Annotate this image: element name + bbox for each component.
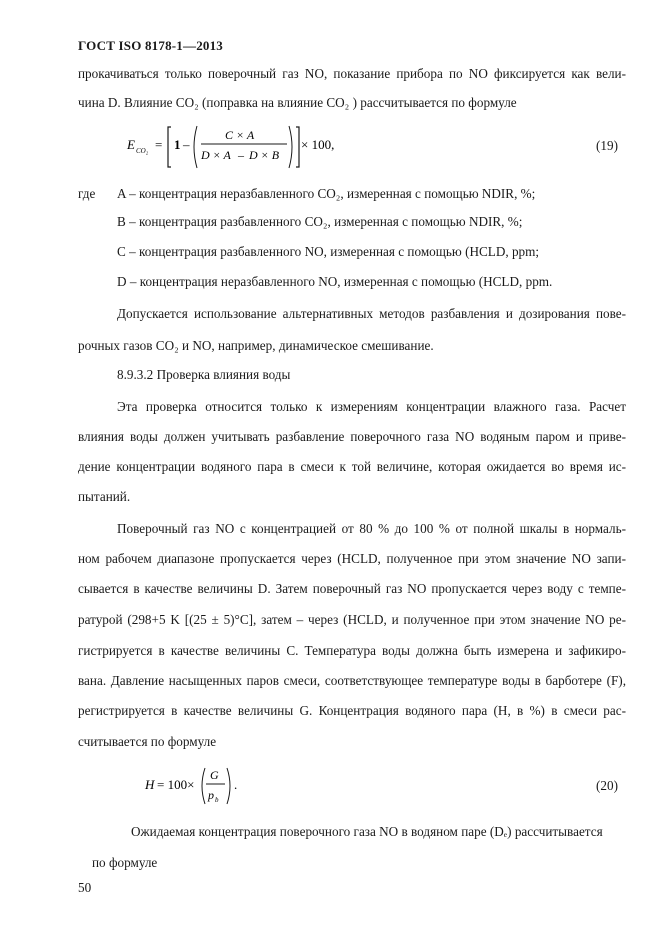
text-line: сывается в качестве величины D. Затем поверочный газ NO пропускается через воду с темпе- [78,581,626,596]
definition-B: B – концентрация разбавленного CO₂, измеренная с помощью NDIR, %; [117,214,523,229]
formula-19-lhs: E [127,137,135,152]
formula-20-tail: . [234,777,238,792]
left-bracket [168,127,171,167]
formula-19-minus: – [183,137,190,152]
left-paren [202,768,205,804]
formula-19-graphic [125,122,365,172]
text-line: регистрируется в качестве величины G. Концентрация водяного пара (H, в %) в смеси рас- [78,703,626,718]
where-label: где [78,186,96,201]
text-line: гистрируется в качестве величины C. Температура воды должна быть измерена и зафикиро- [78,643,626,658]
formula-19-eq: = [155,137,163,152]
text-line: ном рабочем диапазоне пропускается через (HCLD, полученное при этом значение NO запи- [78,551,626,566]
equation-number-20: (20) [596,778,618,793]
formula-20-denominator-sub: b [215,796,219,804]
left-paren [194,126,197,168]
formula-19-times100: × 100, [301,137,335,152]
formula-19-one: 1 [174,137,181,152]
right-paren [289,126,292,168]
text-line: влияния воды должен учитывать разбавление поверочного газа NO водяным паром и приве- [78,429,626,444]
definition-D: D – концентрация неразбавленного NO, измеренная с помощью (HCLD, ppm. [117,274,553,289]
formula-20-denominator: p [208,788,214,802]
equation-number-19: (19) [596,138,618,153]
formula-20-numerator: G [210,768,219,782]
formula-20-eq: = 100× [157,777,195,792]
formula-19-denominator-right: D × B [249,148,280,162]
formula-19-numerator: C × A [225,128,255,142]
text-line: пытаний. [78,489,131,504]
text-line-content: чина D. Влияние CO₂ (поправка на влияние CO₂ ) рассчитывается по формуле [78,95,517,110]
text-line: Ожидаемая концентрация поверочного газа NO в водяном паре (Dₑ) рассчитывается [131,824,603,839]
text-line: считывается по формуле [78,734,217,749]
text-line: Допускается использование альтернативных методов разбавления и дозирования пове- [117,306,626,321]
text-line: прокачиваться только поверочный газ NO, показание прибора по NO фиксируется как вели- [78,66,626,81]
section-heading: 8.9.3.2 Проверка влияния воды [117,367,291,382]
formula-20-lhs: H [145,777,155,792]
definition-A: A – концентрация неразбавленного CO₂, измеренная с помощью NDIR, %; [117,186,536,201]
text-line: Эта проверка относится только к измерениям концентрации влажного газа. Расчет [117,399,626,414]
text-line: Поверочный газ NO с концентрацией от 80 % до 100 % от полной шкалы в нормаль- [117,521,626,536]
text-line: по формуле [92,855,158,870]
definition-C: C – концентрация разбавленного NO, измеренная с помощью (HCLD, ppm; [117,244,540,259]
text-line: ратурой (298+5 K [(25 ± 5)°C], затем – через (HCLD, и полученное при этом значение NO ре- [78,612,626,627]
standard-header: ГОСТ ISO 8178-1—2013 [78,38,224,53]
right-bracket [296,127,299,167]
right-paren [227,768,230,804]
formula-20 [143,762,283,810]
formula-20-graphic [143,762,283,810]
text-line: дение концентрации водяного пара в смеси к той величине, которая ожидается во время ис- [78,459,626,474]
text-line [78,95,517,111]
formula-19-lhs-sub: CO₂ [136,147,149,155]
formula-19 [125,122,365,172]
text-line: вана. Давление насыщенных паров смеси, соответствующее температуре воды в барботере (F), [78,673,626,688]
formula-19-denominator-left: D × A [201,148,231,162]
text-line: рочных газов CO₂ и NO, например, динамическое смешивание. [78,338,434,353]
page-number: 50 [78,880,92,895]
formula-19-denominator-minus: – [238,148,244,162]
